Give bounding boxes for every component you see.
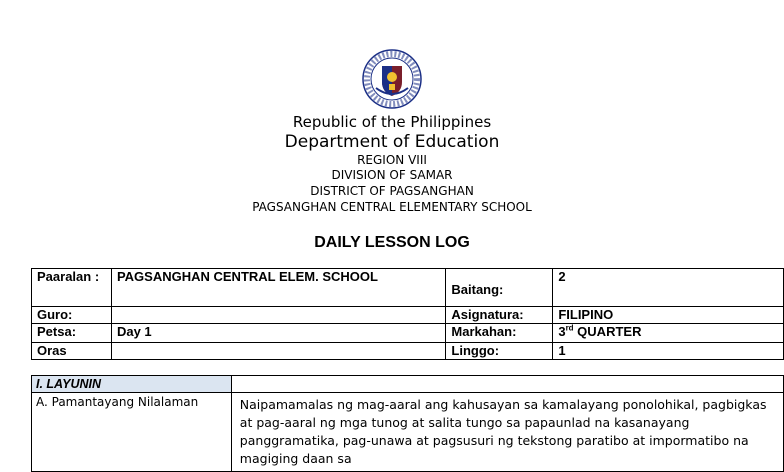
petsa-value: Day 1 [111, 324, 445, 343]
document-title: DAILY LESSON LOG [314, 234, 470, 251]
linggo-value: 1 [553, 343, 784, 360]
table-row [32, 269, 784, 307]
table-row [32, 343, 784, 360]
guro-value [111, 307, 445, 324]
lesson-info-table [31, 268, 784, 360]
table-row [32, 307, 784, 324]
oras-value [111, 343, 445, 360]
division-heading: DIVISION OF SAMAR [331, 168, 453, 182]
asignatura-label: Asignatura: [446, 307, 553, 324]
objectives-heading: I. LAYUNIN [32, 376, 232, 393]
markahan-number: 3 [558, 324, 566, 339]
markahan-ordinal-suffix: rd [565, 323, 574, 333]
objectives-heading-blank [231, 376, 783, 393]
table-row [32, 324, 784, 343]
paaralan-value: PAGSANGHAN CENTRAL ELEM. SCHOOL [111, 269, 445, 307]
objectives-table [31, 375, 784, 472]
district-heading: DISTRICT OF PAGSANGHAN [310, 184, 474, 198]
table-row [32, 393, 784, 472]
petsa-label: Petsa: [32, 324, 112, 343]
deped-seal-icon [352, 48, 432, 112]
baitang-label: Baitang: [446, 269, 553, 307]
region-heading: REGION VIII [357, 153, 427, 167]
paaralan-label: Paaralan : [32, 269, 112, 307]
table-row [32, 376, 784, 393]
markahan-value [553, 324, 784, 343]
content-standard-label: A. Pamantayang Nilalaman [32, 393, 232, 472]
baitang-value: 2 [553, 269, 784, 307]
republic-heading: Republic of the Philippines [292, 113, 492, 131]
department-heading: Department of Education [284, 132, 500, 152]
content-standard-text: Naipamamalas ng mag-aaral ang kahusayan sa kamalayang ponolohikal, pagbigkas at pag-aaral ng mga tunog at salita tungo sa papaunlad na kasanayang panggramatika, pag-unawa at pagsusuri ng tekstong paratibo at impormatibo na magiging daan sa [231, 393, 783, 472]
asignatura-value: FILIPINO [553, 307, 784, 324]
school-heading: PAGSANGHAN CENTRAL ELEMENTARY SCHOOL [252, 200, 532, 214]
markahan-quarter: QUARTER [573, 324, 642, 339]
linggo-label: Linggo: [446, 343, 553, 360]
oras-label: Oras [32, 343, 112, 360]
guro-label: Guro: [32, 307, 112, 324]
markahan-label: Markahan: [446, 324, 553, 343]
